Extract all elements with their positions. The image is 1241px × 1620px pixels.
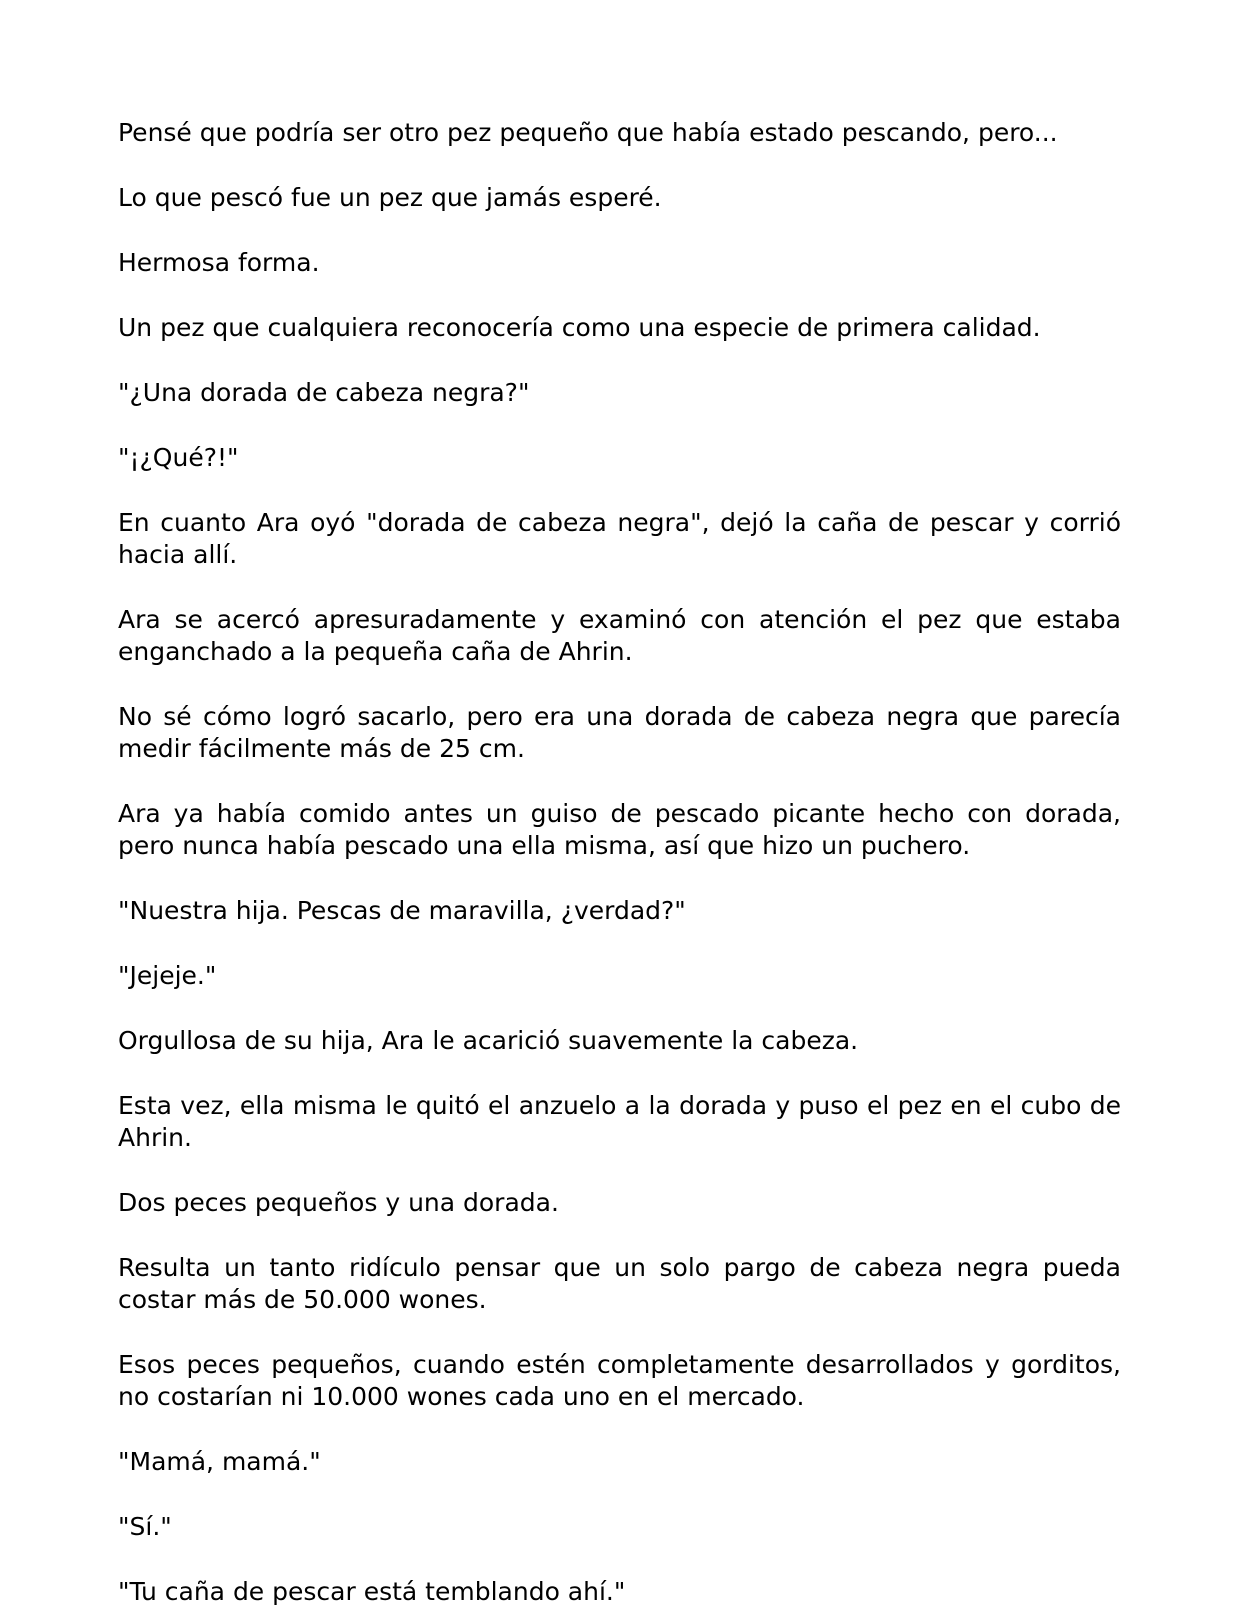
paragraph: Resulta un tanto ridículo pensar que un solo pargo de cabeza negra pueda costar más de 50.000 wones.	[118, 1253, 1121, 1314]
paragraph: Esos peces pequeños, cuando estén completamente desarrollados y gorditos, no costarían ni 10.000 wones cada uno en el mercado.	[118, 1350, 1121, 1411]
paragraph: "Nuestra hija. Pescas de maravilla, ¿verdad?"	[118, 896, 686, 925]
paragraph: Ara ya había comido antes un guiso de pescado picante hecho con dorada, pero nunca había pescado una ella misma, así que hizo un puchero.	[118, 799, 1121, 860]
paragraph: No sé cómo logró sacarlo, pero era una dorada de cabeza negra que parecía medir fácilmente más de 25 cm.	[118, 702, 1121, 763]
document-body	[118, 117, 1121, 1608]
paragraph: Un pez que cualquiera reconocería como una especie de primera calidad.	[118, 313, 1041, 342]
paragraph: "¡¿Qué?!"	[118, 443, 239, 472]
paragraph: "Sí."	[118, 1512, 172, 1541]
paragraph: "Jejeje."	[118, 961, 217, 990]
paragraph: Orgullosa de su hija, Ara le acarició suavemente la cabeza.	[118, 1026, 859, 1055]
paragraph: "Tu caña de pescar está temblando ahí."	[118, 1577, 626, 1606]
paragraph: Ara se acercó apresuradamente y examinó con atención el pez que estaba enganchado a la pequeña caña de Ahrin.	[118, 605, 1121, 666]
paragraph: "Mamá, mamá."	[118, 1447, 321, 1476]
paragraph: "¿Una dorada de cabeza negra?"	[118, 378, 530, 407]
paragraph: Pensé que podría ser otro pez pequeño que había estado pescando, pero...	[118, 118, 1058, 147]
paragraph: Hermosa forma.	[118, 248, 320, 277]
paragraph: Lo que pescó fue un pez que jamás esperé.	[118, 183, 662, 212]
paragraph: Dos peces pequeños y una dorada.	[118, 1188, 559, 1217]
paragraph: Esta vez, ella misma le quitó el anzuelo a la dorada y puso el pez en el cubo de Ahrin.	[118, 1091, 1121, 1152]
paragraph: En cuanto Ara oyó "dorada de cabeza negra", dejó la caña de pescar y corrió hacia allí.	[118, 508, 1121, 569]
